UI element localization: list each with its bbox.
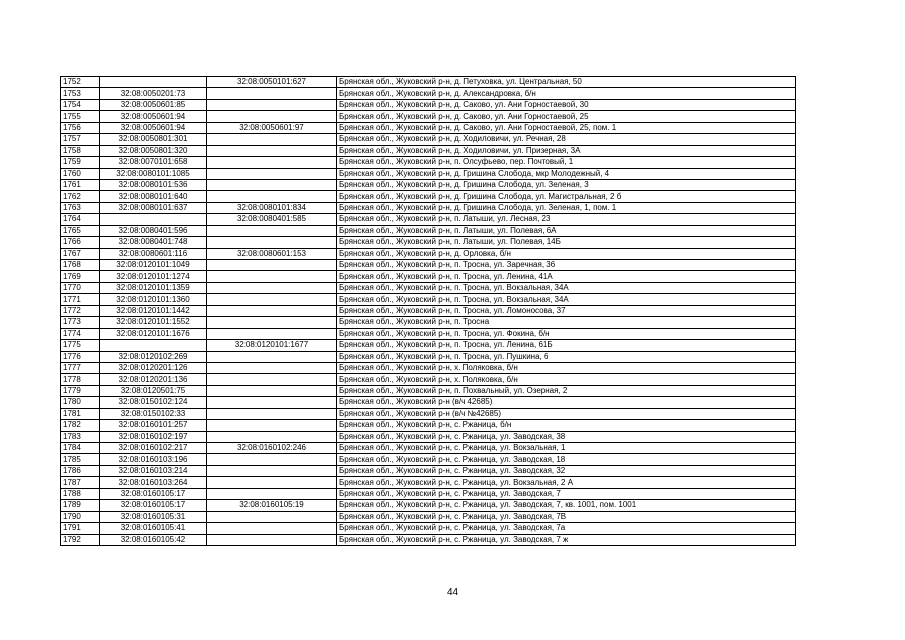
secondary-cadastral-number-cell: [207, 374, 337, 385]
secondary-cadastral-number-cell: [207, 99, 337, 110]
address-cell: Брянская обл., Жуковский р-н, с. Ржаница, ул. Заводская, 7В: [337, 511, 796, 522]
cadastral-number-cell: 32:08:0120101:1359: [100, 282, 207, 293]
secondary-cadastral-number-cell: [207, 237, 337, 248]
table-row: [61, 179, 796, 190]
cadastral-number-cell: 32:08:0160105:42: [100, 534, 207, 545]
cadastral-number-cell: 32:08:0160103:196: [100, 454, 207, 465]
secondary-cadastral-number-cell: [207, 134, 337, 145]
address-cell: Брянская обл., Жуковский р-н, д. Ходиловичи, ул. Речная, 28: [337, 134, 796, 145]
address-cell: Брянская обл., Жуковский р-н, п. Латыши, ул. Полевая, 14Б: [337, 237, 796, 248]
secondary-cadastral-number-cell: 32:08:0080401:585: [207, 214, 337, 225]
table-row: [61, 454, 796, 465]
row-number-cell: 1754: [61, 99, 100, 110]
secondary-cadastral-number-cell: [207, 271, 337, 282]
table-row: [61, 534, 796, 545]
table-row: [61, 385, 796, 396]
address-cell: Брянская обл., Жуковский р-н, с. Ржаница, ул. Заводская, 7: [337, 488, 796, 499]
row-number-cell: 1767: [61, 248, 100, 259]
table-row: [61, 340, 796, 351]
row-number-cell: 1773: [61, 317, 100, 328]
row-number-cell: 1756: [61, 122, 100, 133]
cadastral-number-cell: 32:08:0160101:257: [100, 420, 207, 431]
row-number-cell: 1779: [61, 385, 100, 396]
address-cell: Брянская обл., Жуковский р-н, с. Ржаница, б/н: [337, 420, 796, 431]
address-cell: Брянская обл., Жуковский р-н, д. Саково, ул. Ани Горностаевой, 25, пом. 1: [337, 122, 796, 133]
row-number-cell: 1783: [61, 431, 100, 442]
row-number-cell: 1775: [61, 340, 100, 351]
row-number-cell: 1755: [61, 111, 100, 122]
table-row: [61, 305, 796, 316]
cadastral-number-cell: 32:08:0050201:73: [100, 88, 207, 99]
cadastral-number-cell: 32:08:0080101:536: [100, 179, 207, 190]
table-row: [61, 362, 796, 373]
table-row: [61, 511, 796, 522]
address-cell: Брянская обл., Жуковский р-н, п. Тросна, ул. Ленина, 61Б: [337, 340, 796, 351]
cadastral-number-cell: 32:08:0160105:17: [100, 488, 207, 499]
row-number-cell: 1786: [61, 465, 100, 476]
secondary-cadastral-number-cell: [207, 362, 337, 373]
cadastral-number-cell: 32:08:0120101:1049: [100, 260, 207, 271]
secondary-cadastral-number-cell: [207, 511, 337, 522]
row-number-cell: 1768: [61, 260, 100, 271]
cadastral-number-cell: 32:08:0070101:658: [100, 157, 207, 168]
property-register-table: [60, 76, 796, 546]
address-cell: Брянская обл., Жуковский р-н, п. Тросна, ул. Вокзальная, 34А: [337, 294, 796, 305]
cadastral-number-cell: [100, 77, 207, 88]
cadastral-number-cell: 32:08:0080401:748: [100, 237, 207, 248]
table-row: [61, 374, 796, 385]
secondary-cadastral-number-cell: [207, 420, 337, 431]
table-row: [61, 111, 796, 122]
table-row: [61, 168, 796, 179]
cadastral-number-cell: 32:08:0120101:1274: [100, 271, 207, 282]
table-row: [61, 202, 796, 213]
table-row: [61, 145, 796, 156]
address-cell: Брянская обл., Жуковский р-н, п. Латыши, ул. Лесная, 23: [337, 214, 796, 225]
secondary-cadastral-number-cell: 32:08:0080601:153: [207, 248, 337, 259]
address-cell: Брянская обл., Жуковский р-н, п. Тросна, ул. Фокина, б/н: [337, 328, 796, 339]
row-number-cell: 1772: [61, 305, 100, 316]
secondary-cadastral-number-cell: [207, 431, 337, 442]
cadastral-number-cell: 32:08:0160105:41: [100, 523, 207, 534]
address-cell: Брянская обл., Жуковский р-н, п. Тросна, ул. Заречная, 36: [337, 260, 796, 271]
row-number-cell: 1766: [61, 237, 100, 248]
cadastral-number-cell: 32:08:0050601:94: [100, 111, 207, 122]
secondary-cadastral-number-cell: [207, 477, 337, 488]
address-cell: Брянская обл., Жуковский р-н, с. Ржаница, ул. Заводская, 32: [337, 465, 796, 476]
secondary-cadastral-number-cell: [207, 328, 337, 339]
secondary-cadastral-number-cell: [207, 488, 337, 499]
secondary-cadastral-number-cell: [207, 111, 337, 122]
address-cell: Брянская обл., Жуковский р-н, п. Похвальный, ул. Озерная, 2: [337, 385, 796, 396]
page-number: 44: [446, 587, 459, 598]
address-cell: Брянская обл., Жуковский р-н, с. Ржаница, ул. Вокзальная, 1: [337, 443, 796, 454]
address-cell: Брянская обл., Жуковский р-н, с. Ржаница, ул. Заводская, 18: [337, 454, 796, 465]
table-row: [61, 351, 796, 362]
row-number-cell: 1790: [61, 511, 100, 522]
secondary-cadastral-number-cell: 32:08:0050101:627: [207, 77, 337, 88]
cadastral-number-cell: 32:08:0080601:116: [100, 248, 207, 259]
cadastral-number-cell: 32:08:0120101:1442: [100, 305, 207, 316]
row-number-cell: 1788: [61, 488, 100, 499]
address-cell: Брянская обл., Жуковский р-н, п. Латыши, ул. Полевая, 6А: [337, 225, 796, 236]
address-cell: Брянская обл., Жуковский р-н, с. Ржаница, ул. Заводская, 38: [337, 431, 796, 442]
table-row: [61, 191, 796, 202]
row-number-cell: 1771: [61, 294, 100, 305]
secondary-cadastral-number-cell: [207, 397, 337, 408]
row-number-cell: 1784: [61, 443, 100, 454]
row-number-cell: 1764: [61, 214, 100, 225]
cadastral-number-cell: 32:08:0120101:1360: [100, 294, 207, 305]
address-cell: Брянская обл., Жуковский р-н, п. Тросна, ул. Вокзальная, 34А: [337, 282, 796, 293]
address-cell: Брянская обл., Жуковский р-н, д. Александровка, б/н: [337, 88, 796, 99]
cadastral-number-cell: 32:08:0120102:269: [100, 351, 207, 362]
address-cell: Брянская обл., Жуковский р-н, с. Ржаница, ул. Заводская, 7 ж: [337, 534, 796, 545]
secondary-cadastral-number-cell: [207, 260, 337, 271]
address-cell: Брянская обл., Жуковский р-н, с. Ржаница, ул. Заводская, 7а: [337, 523, 796, 534]
cadastral-number-cell: 32:08:0050601:85: [100, 99, 207, 110]
cadastral-number-cell: 32:08:0160103:214: [100, 465, 207, 476]
address-cell: Брянская обл., Жуковский р-н, х. Поляковка, б/н: [337, 362, 796, 373]
table-row: [61, 248, 796, 259]
row-number-cell: 1769: [61, 271, 100, 282]
secondary-cadastral-number-cell: [207, 305, 337, 316]
address-cell: Брянская обл., Жуковский р-н, д. Ходиловичи, ул. Призерная, 3А: [337, 145, 796, 156]
secondary-cadastral-number-cell: [207, 408, 337, 419]
row-number-cell: 1789: [61, 500, 100, 511]
secondary-cadastral-number-cell: [207, 179, 337, 190]
cadastral-number-cell: 32:08:0120501:75: [100, 385, 207, 396]
table-row: [61, 225, 796, 236]
secondary-cadastral-number-cell: [207, 454, 337, 465]
secondary-cadastral-number-cell: [207, 168, 337, 179]
address-cell: Брянская обл., Жуковский р-н, д. Гришина Слобода, ул. Магистральная, 2 б: [337, 191, 796, 202]
cadastral-number-cell: 32:08:0080101:1085: [100, 168, 207, 179]
table-row: [61, 523, 796, 534]
row-number-cell: 1780: [61, 397, 100, 408]
cadastral-number-cell: 32:08:0150102:33: [100, 408, 207, 419]
row-number-cell: 1762: [61, 191, 100, 202]
row-number-cell: 1776: [61, 351, 100, 362]
address-cell: Брянская обл., Жуковский р-н (в/ч 42685): [337, 397, 796, 408]
cadastral-number-cell: 32:08:0160103:264: [100, 477, 207, 488]
table-row: [61, 317, 796, 328]
table-row: [61, 500, 796, 511]
row-number-cell: 1765: [61, 225, 100, 236]
table-row: [61, 431, 796, 442]
row-number-cell: 1759: [61, 157, 100, 168]
table-row: [61, 465, 796, 476]
address-cell: Брянская обл., Жуковский р-н, п. Олсуфьево, пер. Почтовый, 1: [337, 157, 796, 168]
table-row: [61, 214, 796, 225]
cadastral-number-cell: 32:08:0120101:1676: [100, 328, 207, 339]
cadastral-number-cell: 32:08:0050801:301: [100, 134, 207, 145]
cadastral-number-cell: [100, 214, 207, 225]
secondary-cadastral-number-cell: [207, 145, 337, 156]
secondary-cadastral-number-cell: 32:08:0120101:1677: [207, 340, 337, 351]
row-number-cell: 1781: [61, 408, 100, 419]
table-row: [61, 260, 796, 271]
table-row: [61, 122, 796, 133]
row-number-cell: 1757: [61, 134, 100, 145]
address-cell: Брянская обл., Жуковский р-н (в/ч №42685): [337, 408, 796, 419]
cadastral-number-cell: 32:08:0120101:1552: [100, 317, 207, 328]
table-row: [61, 157, 796, 168]
row-number-cell: 1760: [61, 168, 100, 179]
table-row: [61, 282, 796, 293]
address-cell: Брянская обл., Жуковский р-н, п. Тросна: [337, 317, 796, 328]
row-number-cell: 1782: [61, 420, 100, 431]
table-row: [61, 420, 796, 431]
secondary-cadastral-number-cell: [207, 523, 337, 534]
table-row: [61, 237, 796, 248]
row-number-cell: 1778: [61, 374, 100, 385]
secondary-cadastral-number-cell: [207, 225, 337, 236]
row-number-cell: 1752: [61, 77, 100, 88]
table-row: [61, 271, 796, 282]
cadastral-number-cell: 32:08:0160102:197: [100, 431, 207, 442]
cadastral-number-cell: 32:08:0050601:94: [100, 122, 207, 133]
row-number-cell: 1770: [61, 282, 100, 293]
register-table-body: [61, 77, 796, 546]
address-cell: Брянская обл., Жуковский р-н, п. Тросна, ул. Ленина, 41А: [337, 271, 796, 282]
table-row: [61, 443, 796, 454]
secondary-cadastral-number-cell: 32:08:0050601:97: [207, 122, 337, 133]
table-row: [61, 328, 796, 339]
address-cell: Брянская обл., Жуковский р-н, д. Орловка, б/н: [337, 248, 796, 259]
secondary-cadastral-number-cell: [207, 317, 337, 328]
secondary-cadastral-number-cell: [207, 157, 337, 168]
cadastral-number-cell: [100, 340, 207, 351]
secondary-cadastral-number-cell: [207, 465, 337, 476]
address-cell: Брянская обл., Жуковский р-н, п. Тросна, ул. Пушкина, 6: [337, 351, 796, 362]
table-row: [61, 99, 796, 110]
address-cell: Брянская обл., Жуковский р-н, д. Гришина Слобода, мкр Молодежный, 4: [337, 168, 796, 179]
cadastral-number-cell: 32:08:0150102:124: [100, 397, 207, 408]
row-number-cell: 1791: [61, 523, 100, 534]
address-cell: Брянская обл., Жуковский р-н, с. Ржаница, ул. Вокзальная, 2 А: [337, 477, 796, 488]
row-number-cell: 1777: [61, 362, 100, 373]
row-number-cell: 1792: [61, 534, 100, 545]
cadastral-number-cell: 32:08:0080101:637: [100, 202, 207, 213]
row-number-cell: 1774: [61, 328, 100, 339]
table-row: [61, 477, 796, 488]
secondary-cadastral-number-cell: [207, 534, 337, 545]
cadastral-number-cell: 32:08:0160102:217: [100, 443, 207, 454]
table-row: [61, 294, 796, 305]
secondary-cadastral-number-cell: [207, 191, 337, 202]
address-cell: Брянская обл., Жуковский р-н, д. Петуховка, ул. Центральная, 50: [337, 77, 796, 88]
address-cell: Брянская обл., Жуковский р-н, д. Гришина Слобода, ул. Зеленая, 1, пом. 1: [337, 202, 796, 213]
row-number-cell: 1753: [61, 88, 100, 99]
cadastral-number-cell: 32:08:0080101:640: [100, 191, 207, 202]
table-row: [61, 488, 796, 499]
secondary-cadastral-number-cell: 32:08:0160102:246: [207, 443, 337, 454]
row-number-cell: 1761: [61, 179, 100, 190]
secondary-cadastral-number-cell: [207, 282, 337, 293]
table-row: [61, 134, 796, 145]
table-row: [61, 408, 796, 419]
row-number-cell: 1763: [61, 202, 100, 213]
row-number-cell: 1758: [61, 145, 100, 156]
table-row: [61, 397, 796, 408]
address-cell: Брянская обл., Жуковский р-н, п. Тросна, ул. Ломоносова, 37: [337, 305, 796, 316]
secondary-cadastral-number-cell: 32:08:0160105:19: [207, 500, 337, 511]
address-cell: Брянская обл., Жуковский р-н, д. Гришина Слобода, ул. Зеленая, 3: [337, 179, 796, 190]
cadastral-number-cell: 32:08:0120201:136: [100, 374, 207, 385]
table-row: [61, 77, 796, 88]
cadastral-number-cell: 32:08:0160105:17: [100, 500, 207, 511]
address-cell: Брянская обл., Жуковский р-н, х. Поляковка, б/н: [337, 374, 796, 385]
secondary-cadastral-number-cell: [207, 88, 337, 99]
secondary-cadastral-number-cell: 32:08:0080101:834: [207, 202, 337, 213]
address-cell: Брянская обл., Жуковский р-н, с. Ржаница, ул. Заводская, 7, кв. 1001, пом. 1001: [337, 500, 796, 511]
cadastral-number-cell: 32:08:0120201:126: [100, 362, 207, 373]
row-number-cell: 1787: [61, 477, 100, 488]
table-row: [61, 88, 796, 99]
secondary-cadastral-number-cell: [207, 351, 337, 362]
cadastral-number-cell: 32:08:0080401:596: [100, 225, 207, 236]
row-number-cell: 1785: [61, 454, 100, 465]
secondary-cadastral-number-cell: [207, 385, 337, 396]
address-cell: Брянская обл., Жуковский р-н, д. Саково, ул. Ани Горностаевой, 25: [337, 111, 796, 122]
secondary-cadastral-number-cell: [207, 294, 337, 305]
cadastral-number-cell: 32:08:0050801:320: [100, 145, 207, 156]
address-cell: Брянская обл., Жуковский р-н, д. Саково, ул. Ани Горностаевой, 30: [337, 99, 796, 110]
cadastral-number-cell: 32:08:0160105:31: [100, 511, 207, 522]
